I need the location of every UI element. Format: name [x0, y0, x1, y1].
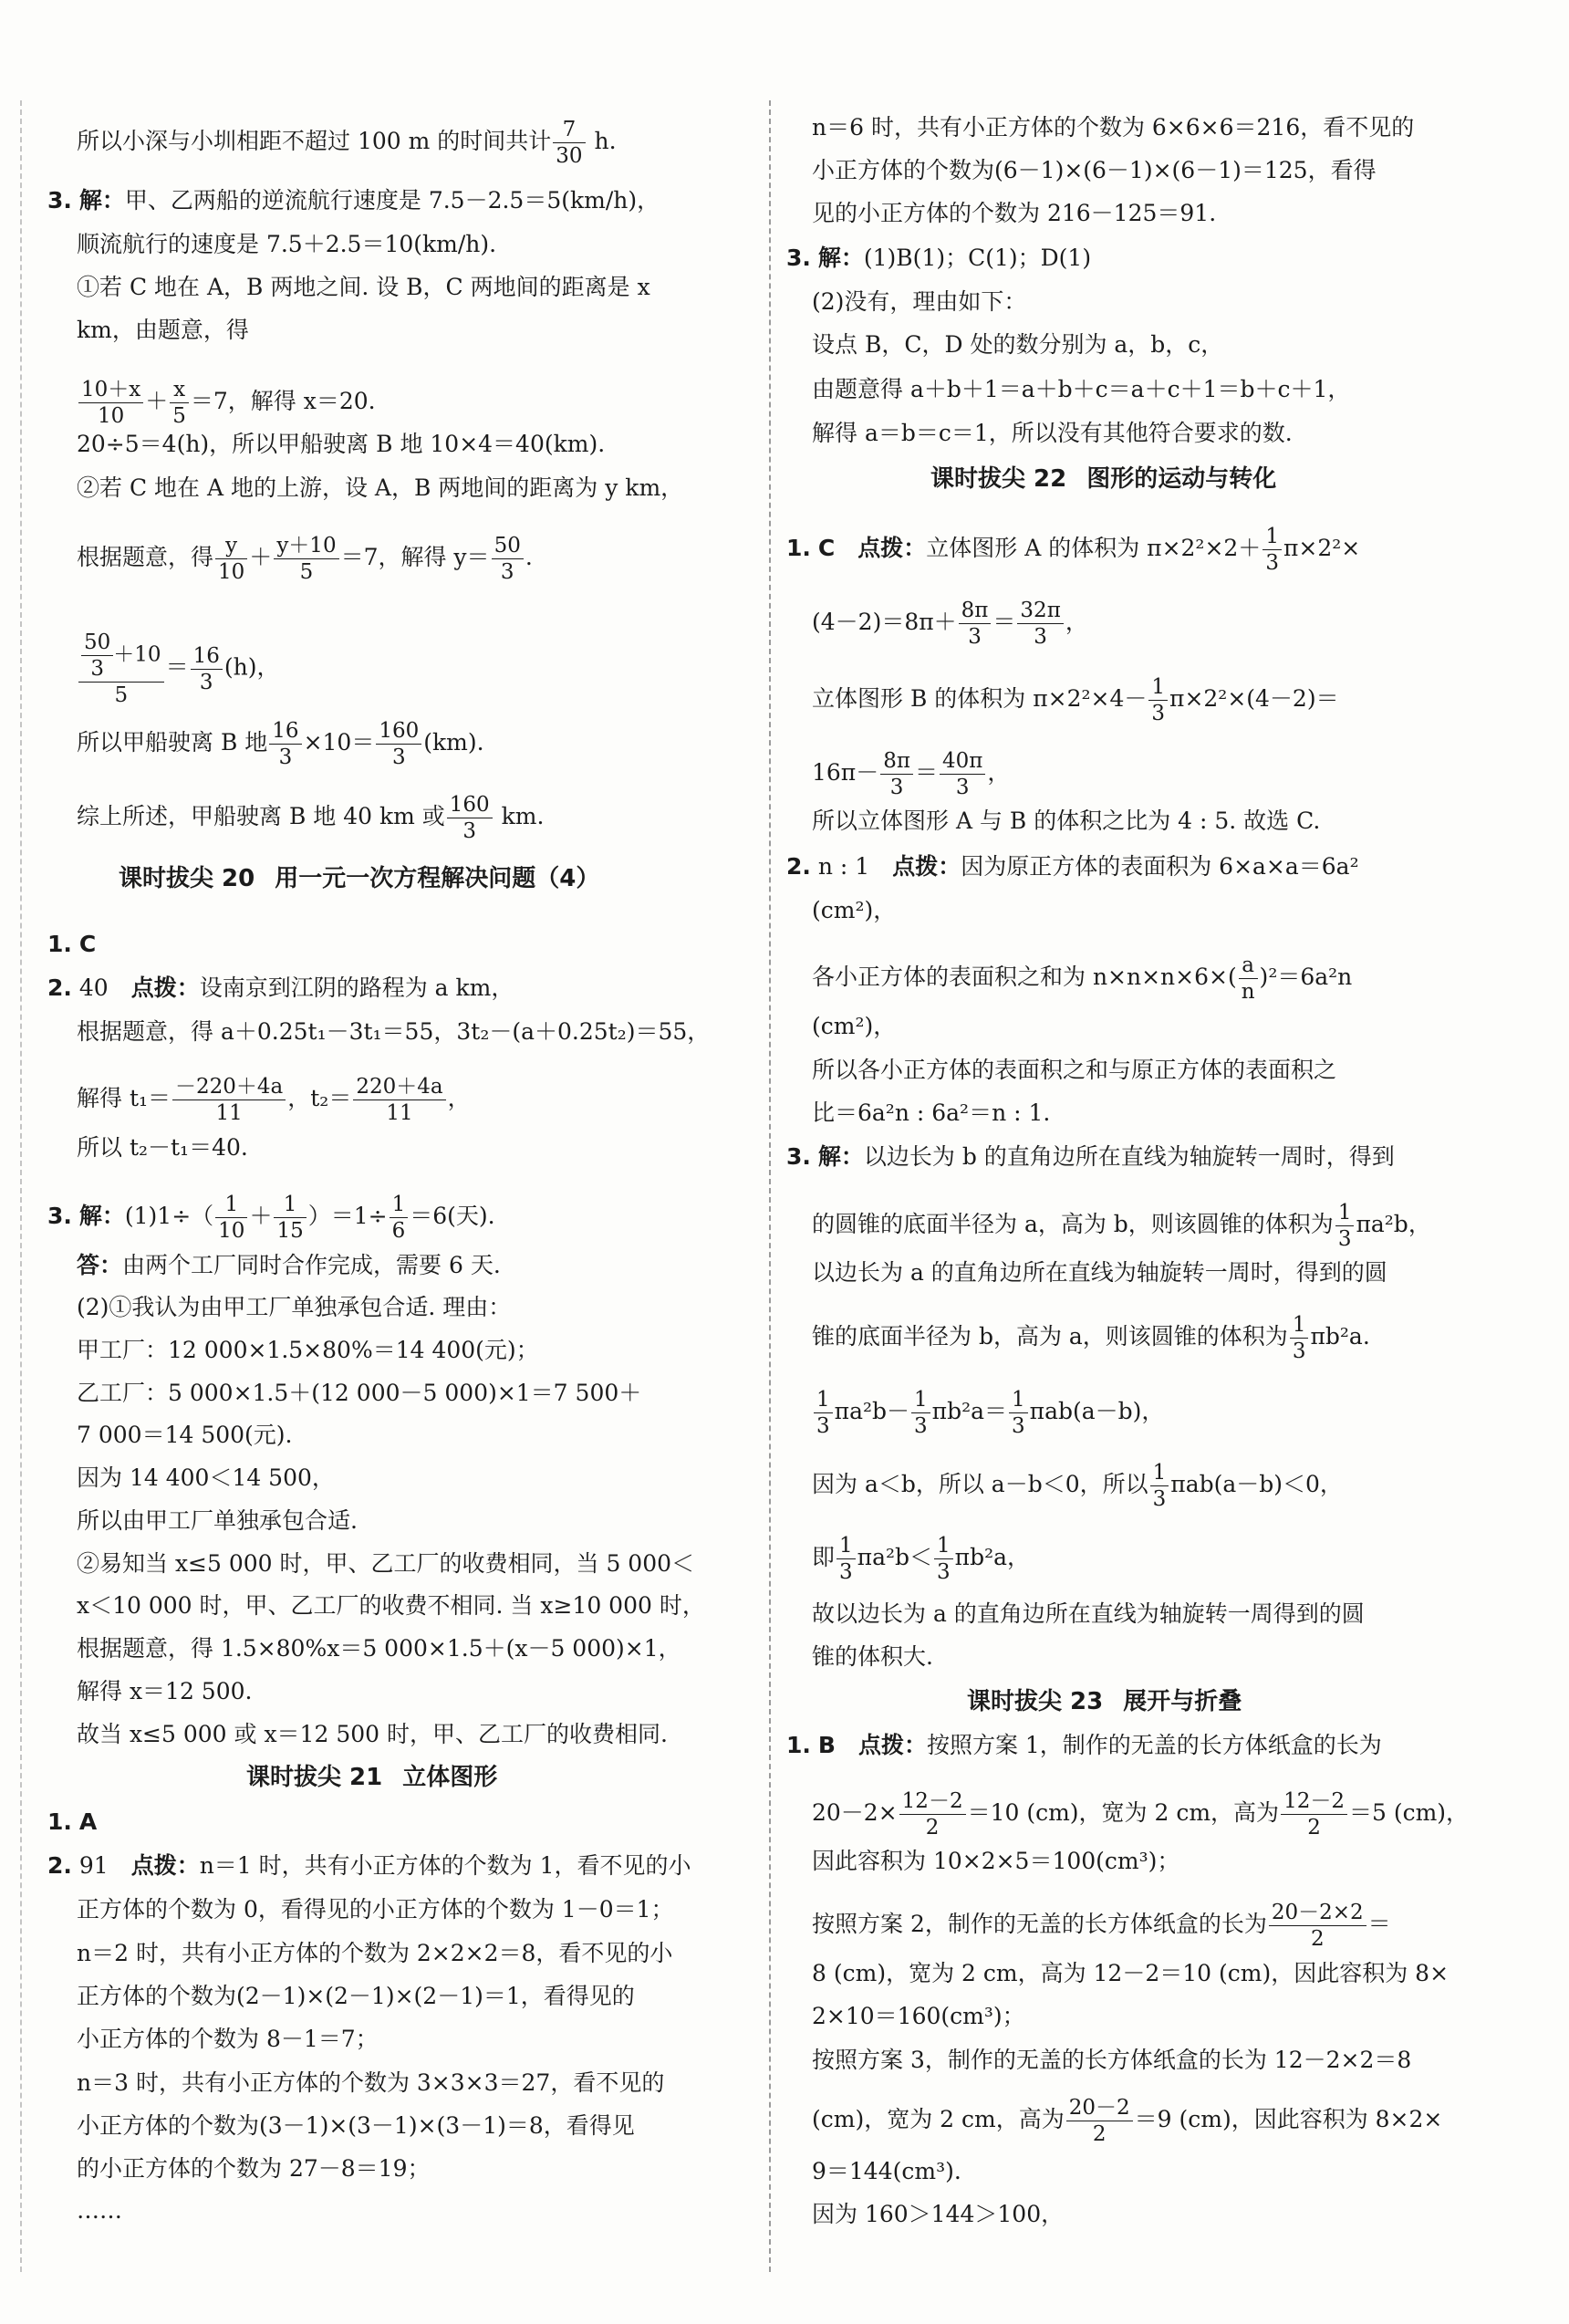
answer-line: 3. 解：(1)B(1)；C(1)；D(1) — [786, 245, 1092, 271]
answer-line: 2. 40 点拨：设南京到江阴的路程为 a km， — [47, 974, 514, 1001]
answer-line: 小正方体的个数为(3－1)×(3－1)×(3－1)＝8，看得见 — [77, 2112, 635, 2139]
section-title: 课时拔尖 22 图形的运动与转化 — [930, 465, 1277, 493]
equation-line: (cm)，宽为 2 cm，高为 $\frac{20-2}{2}$ ＝9 (cm)，因此容积为 8×2× — [812, 2096, 1443, 2146]
answer-line: ②若 C 地在 A 地的上游，设 A，B 两地间的距离为 y km， — [77, 474, 684, 501]
equation-line: 的圆锥的底面半径为 a，高为 b，则该圆锥的体积为 $\frac{1}{3}$ πa²b， — [812, 1201, 1431, 1251]
section-title: 课时拔尖 20 用一元一次方程解决问题（4） — [119, 865, 600, 892]
answer-line: 顺流航行的速度是 7.5＋2.5＝10(km/h). — [77, 231, 497, 257]
answer-line: (cm²)， — [812, 1013, 897, 1039]
answer-line: 1. A — [47, 1808, 98, 1835]
answer-line: 因为 14 400＜14 500， — [77, 1464, 335, 1491]
equation-line: 1. C 点拨：立体图形 A 的体积为 π×2²×2＋ $\frac{1}{3}$ π×2²× — [786, 525, 1361, 575]
equation-line: 16π－ $\frac{8\pi}{3}$ ＝ $\frac{40\pi}{3}$ ， — [812, 749, 1011, 799]
answer-line: 2. 91 点拨：n＝1 时，共有小正方体的个数为 1，看不见的小 — [47, 1852, 691, 1879]
answer-line: (cm²)， — [812, 897, 897, 923]
answer-line: 按照方案 3，制作的无盖的长方体纸盒的长为 12－2×2＝8 — [812, 2047, 1412, 2073]
answer-line: 所以由甲工厂单独承包合适. — [77, 1507, 358, 1534]
answer-line: 20÷5＝4(h)，所以甲船驶离 B 地 10×4＝40(km). — [77, 431, 606, 457]
answer-line: ①若 C 地在 A，B 两地之间. 设 B，C 两地间的距离是 x — [77, 274, 650, 300]
answer-line: 根据题意，得 a＋0.25t₁－3t₁＝55，3t₂－(a＋0.25t₂)＝55， — [77, 1018, 711, 1045]
equation-line: 所以甲船驶离 B 地 $\frac{16}{3}$ ×10＝ $\frac{160}{3}$ (km). — [77, 719, 484, 769]
answer-line: ②易知当 x≤5 000 时，甲、乙工厂的收费相同，当 5 000＜ — [77, 1550, 695, 1577]
answer-line: 见的小正方体的个数为 216－125＝91. — [812, 200, 1217, 226]
equation-line: 3. 解：(1)1÷（ $\frac{1}{10}$ ＋ $\frac{1}{15}$ ）＝1÷ $\frac{1}{6}$ ＝6(天). — [47, 1193, 495, 1243]
answer-line: 解得 x＝12 500. — [77, 1678, 253, 1704]
answer-line: 所以 t₂－t₁＝40. — [77, 1134, 248, 1161]
equation-line: $\frac{1}{3}$ πa²b－ $\frac{1}{3}$ πb²a＝ $\frac{1}{3}$ πab(a－b)， — [812, 1387, 1164, 1439]
answer-line: 甲工厂：12 000×1.5×80%＝14 400(元)； — [77, 1337, 539, 1363]
answer-line: 7 000＝14 500(元). — [77, 1422, 293, 1448]
answer-line: 由题意得 a＋b＋1＝a＋b＋c＝a＋c＋1＝b＋c＋1， — [812, 376, 1351, 402]
ellipsis: …… — [77, 2197, 122, 2224]
equation-line: 根据题意，得 $\frac{y}{10}$ ＋ $\frac{y+10}{5}$ ＝7，解得 y＝ $\frac{50}{3}$ . — [77, 534, 533, 584]
answer-line: 故以边长为 a 的直角边所在直线为轴旋转一周得到的圆 — [812, 1600, 1365, 1627]
answer-line: x＜10 000 时，甲、乙工厂的收费不相同. 当 x≥10 000 时， — [77, 1592, 705, 1619]
fraction: $\frac{7}{30}$ — [553, 117, 585, 169]
equation-line: 20－2× $\frac{12-2}{2}$ ＝10 (cm)，宽为 2 cm，高为 $\frac{12-2}{2}$ ＝5 (cm)， — [812, 1789, 1470, 1839]
answer-line: 小正方体的个数为 8－1＝7； — [77, 2026, 379, 2052]
answer-line: 以边长为 a 的直角边所在直线为轴旋转一周时，得到的圆 — [812, 1259, 1387, 1286]
answer-line: 答：由两个工厂同时合作完成，需要 6 天. — [77, 1252, 501, 1278]
section-title: 课时拔尖 23 展开与折叠 — [967, 1688, 1242, 1715]
answer-line: 1. C — [47, 931, 97, 957]
left-column — [0, 0, 772, 2324]
equation-line: 因为 a＜b，所以 a－b＜0，所以 $\frac{1}{3}$ πab(a－b)＜0， — [812, 1461, 1343, 1511]
answer-line: 所以小深与小圳相距不超过 100 m 的时间共计 $\frac{7}{30}$ h. — [77, 118, 617, 168]
answer-line: 正方体的个数为(2－1)×(2－1)×(2－1)＝1，看得见的 — [77, 1983, 635, 2009]
equation-line: 锥的底面半径为 b，高为 a，则该圆锥的体积为 $\frac{1}{3}$ πb²a. — [812, 1313, 1370, 1363]
answer-line: 3. 解：以边长为 b 的直角边所在直线为轴旋转一周时，得到 — [786, 1143, 1395, 1170]
answer-line: n＝6 时，共有小正方体的个数为 6×6×6＝216，看不见的 — [812, 114, 1415, 141]
answer-line: 锥的体积大. — [812, 1643, 933, 1670]
answer-line: 1. B 点拨：按照方案 1，制作的无盖的长方体纸盒的长为 — [786, 1732, 1382, 1758]
equation-line: $\frac{50}{3}$ ＋10 5 ＝ $\frac{16}{3}$ (h)， — [77, 630, 279, 708]
equation-line: $\frac{10+x}{10}$ ＋ $\frac{x}{5}$ ＝7，解得 x＝20. — [77, 377, 376, 429]
answer-line: 因此容积为 10×2×5＝100(cm³)； — [812, 1848, 1180, 1874]
answer-line: 因为 160＞144＞100， — [812, 2201, 1065, 2227]
section-title: 课时拔尖 21 立体图形 — [246, 1764, 498, 1791]
answer-line: 解得 a＝b＝c＝1，所以没有其他符合要求的数. — [812, 420, 1293, 446]
answer-line: 设点 B，C，D 处的数分别为 a，b，c， — [812, 331, 1224, 358]
equation-line: (4－2)＝8π＋ $\frac{8\pi}{3}$ ＝ $\frac{32\pi}{3}$ ， — [812, 599, 1088, 649]
equation-line: 解得 t₁＝ $\frac{-220+4a}{11}$ ，t₂＝ $\frac{220+4a}{11}$ ， — [77, 1075, 471, 1125]
answer-line: n＝3 时，共有小正方体的个数为 3×3×3＝27，看不见的 — [77, 2069, 665, 2096]
answer-line: 正方体的个数为 0，看得见的小正方体的个数为 1－0＝1； — [77, 1896, 674, 1923]
answer-line: 故当 x≤5 000 或 x＝12 500 时，甲、乙工厂的收费相同. — [77, 1721, 668, 1747]
equation-line: 立体图形 B 的体积为 π×2²×4－ $\frac{1}{3}$ π×2²×(4－2)＝ — [812, 675, 1339, 725]
answer-line: (2)没有，理由如下： — [812, 288, 1027, 315]
equation-line: 即 $\frac{1}{3}$ πa²b＜ $\frac{1}{3}$ πb²a， — [812, 1534, 1031, 1584]
answer-line: 2. n : 1 点拨：因为原正方体的表面积为 6×a×a＝6a² — [786, 853, 1359, 880]
answer-line: 小正方体的个数为(6－1)×(6－1)×(6－1)＝125，看得 — [812, 157, 1377, 183]
answer-line: 所以各小正方体的表面积之和与原正方体的表面积之 — [812, 1057, 1337, 1083]
answer-line: 所以立体图形 A 与 B 的体积之比为 4 : 5. 故选 C. — [812, 808, 1321, 834]
answer-line: 根据题意，得 1.5×80%x＝5 000×1.5＋(x－5 000)×1， — [77, 1635, 681, 1662]
equation-line: 各小正方体的表面积之和为 n×n×n×6×( $\frac{a}{n}$ )²＝6a²n — [812, 954, 1353, 1004]
equation-line: 按照方案 2，制作的无盖的长方体纸盒的长为 $\frac{20-2\times 2}{2}$ ＝ — [812, 1901, 1391, 1951]
equation-line: 综上所述，甲船驶离 B 地 40 km 或 $\frac{160}{3}$ km. — [77, 793, 545, 843]
answer-line: (2)①我认为由甲工厂单独承包合适. 理由： — [77, 1294, 512, 1320]
answer-line: 2×10＝160(cm³)； — [812, 2003, 1025, 2029]
answer-line: 9＝144(cm³). — [812, 2158, 961, 2184]
answer-line: km，由题意，得 — [77, 317, 249, 343]
answer-line: 8 (cm)，宽为 2 cm，高为 12－2＝10 (cm)，因此容积为 8× — [812, 1960, 1450, 1986]
answer-line: 的小正方体的个数为 27－8＝19； — [77, 2155, 431, 2182]
answer-line: n＝2 时，共有小正方体的个数为 2×2×2＝8，看不见的小 — [77, 1940, 673, 1966]
answer-line: 3. 解：甲、乙两船的逆流航行速度是 7.5－2.5＝5(km/h)， — [47, 187, 660, 214]
answer-line: 乙工厂：5 000×1.5＋(12 000－5 000)×1＝7 500＋ — [77, 1380, 642, 1406]
answer-line: 比＝6a²n : 6a²＝n : 1. — [812, 1099, 1051, 1126]
